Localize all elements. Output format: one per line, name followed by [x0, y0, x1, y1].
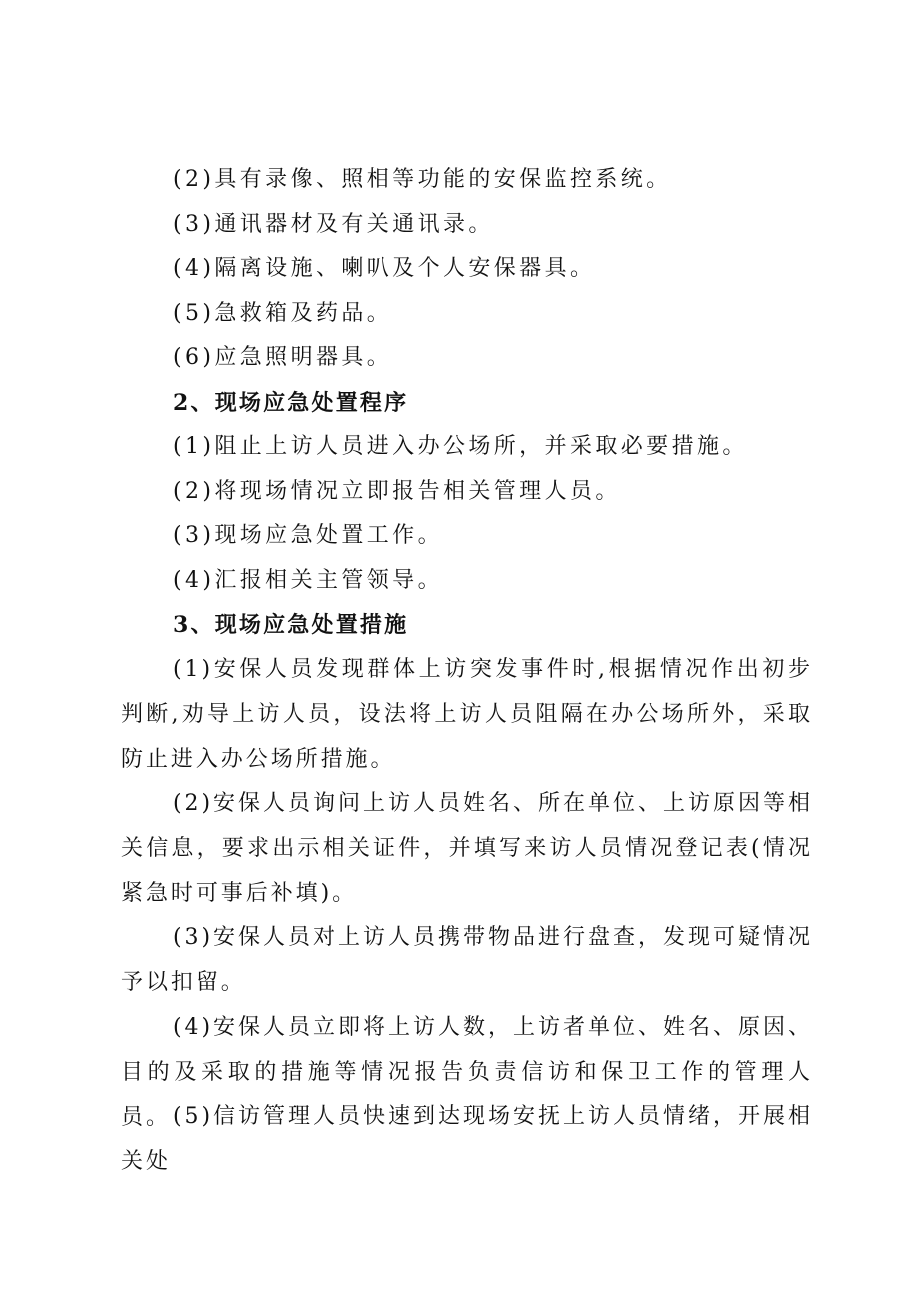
measure-paragraph: (5)信访管理人员快速到达现场安抚上访人员情绪，开展相关处 — [121, 1104, 813, 1174]
list-item: (3)通讯器材及有关通讯录。 — [173, 212, 494, 237]
procedure-step: (2)将现场情况立即报告相关管理人员。 — [173, 479, 621, 504]
measure-paragraph: (4)安保人员立即将上访人数，上访者单位、姓名、原因、目的及采取的措施等情况报告负责信访和保卫工作的管理人员。 — [121, 1015, 813, 1130]
section-heading-measures: 3、现场应急处置措施 — [173, 612, 409, 638]
measure-paragraph: (2)安保人员询问上访人员姓名、所在单位、上访原因等相关信息，要求出示相关证件，并填写来访人员情况登记表(情况紧急时可事后补填)。 — [121, 791, 813, 906]
procedure-step: (3)现场应急处置工作。 — [173, 523, 443, 548]
section-heading-procedure: 2、现场应急处置程序 — [173, 390, 409, 416]
list-item: (2)具有录像、照相等功能的安保监控系统。 — [173, 167, 672, 192]
list-item: (6)应急照明器具。 — [173, 345, 393, 370]
list-item: (5)急救箱及药品。 — [173, 301, 393, 326]
measure-paragraph: (1)安保人员发现群体上访突发事件时,根据情况作出初步判断,劝导上访人员，设法将上访人员阻隔在办公场所外，采取防止进入办公场所措施。 — [121, 657, 813, 772]
measure-paragraph: (3)安保人员对上访人员携带物品进行盘查，发现可疑情况予以扣留。 — [121, 925, 813, 995]
procedure-step: (1)阻止上访人员进入办公场所，并采取必要措施。 — [173, 434, 748, 459]
list-item: (4)隔离设施、喇叭及个人安保器具。 — [173, 256, 596, 281]
procedure-step: (4)汇报相关主管领导。 — [173, 568, 443, 593]
